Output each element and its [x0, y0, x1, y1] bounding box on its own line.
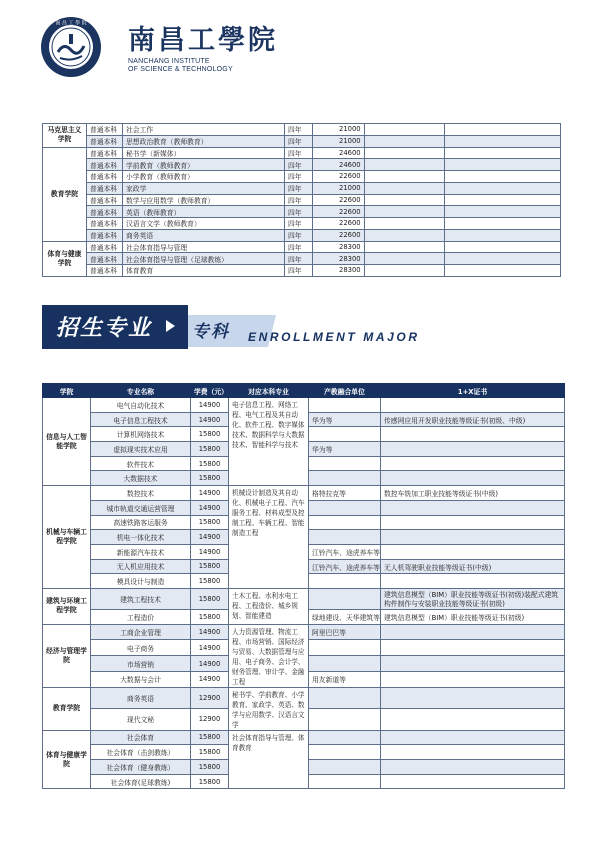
level-cell: 普通本科	[87, 265, 123, 277]
table-row	[43, 687, 565, 709]
major-cell: 工程造价	[91, 609, 191, 624]
major-cell: 城市轨道交通运营管理	[91, 500, 191, 515]
college-cell: 经济与管理学院	[43, 624, 91, 687]
fee-cell: 15800	[191, 559, 229, 574]
major-cell: 无人机应用技术	[91, 559, 191, 574]
school-name-chinese: 南昌工學院	[128, 25, 278, 56]
fee-cell: 28300	[313, 241, 365, 253]
college-cell: 教育学院	[43, 147, 87, 241]
level-cell: 普通本科	[87, 159, 123, 171]
certificate-cell	[381, 671, 565, 687]
certificate-cell	[381, 515, 565, 530]
fee-cell: 24600	[313, 159, 365, 171]
table-row	[43, 588, 565, 609]
table-row	[43, 124, 561, 136]
certificate-cell	[381, 774, 565, 789]
level-cell: 普通本科	[87, 124, 123, 136]
level-cell: 普通本科	[87, 206, 123, 218]
fee-cell: 14900	[191, 412, 229, 427]
major-cell: 市场营销	[91, 656, 191, 672]
level-cell: 普通本科	[87, 218, 123, 230]
major-cell: 电子商务	[91, 640, 191, 656]
table-row	[43, 265, 561, 277]
fee-cell: 22600	[313, 229, 365, 241]
partner-cell: 绿地建设、天华建筑等	[309, 609, 381, 624]
level-cell: 普通本科	[87, 253, 123, 265]
empty-cell	[365, 265, 445, 277]
major-cell: 家政学	[123, 182, 285, 194]
certificate-cell	[381, 730, 565, 745]
empty-cell	[365, 229, 445, 241]
empty-cell	[365, 253, 445, 265]
certificate-cell	[381, 745, 565, 760]
certificate-cell: 传感网应用开发职业技能等级证书(初级、中级)	[381, 412, 565, 427]
fee-cell: 14900	[191, 486, 229, 501]
partner-cell	[309, 730, 381, 745]
fee-cell: 15800	[191, 774, 229, 789]
certificate-cell	[381, 398, 565, 413]
college-cell: 信息与人工智能学院	[43, 398, 91, 486]
college-cell: 教育学院	[43, 687, 91, 730]
level-cell: 普通本科	[87, 135, 123, 147]
table-row	[43, 218, 561, 230]
fee-cell: 14900	[191, 398, 229, 413]
certificate-cell	[381, 624, 565, 640]
table-row	[43, 229, 561, 241]
certificate-cell	[381, 544, 565, 559]
empty-cell	[445, 229, 561, 241]
major-cell: 新能源汽车技术	[91, 544, 191, 559]
certificate-cell	[381, 456, 565, 471]
school-name-english: NANCHANG INSTITUTE OF SCIENCE & TECHNOLOGY	[128, 58, 233, 73]
major-cell: 英语（教师教育）	[123, 206, 285, 218]
fee-cell: 14900	[191, 640, 229, 656]
banner-title: 招生专业	[56, 316, 153, 341]
svg-text:南 昌 工 學 院: 南 昌 工 學 院	[55, 20, 87, 27]
partner-cell	[309, 640, 381, 656]
major-cell: 模具设计与制造	[91, 574, 191, 589]
partner-cell: 阿里巴巴等	[309, 624, 381, 640]
years-cell: 四年	[285, 218, 313, 230]
major-cell: 小学教育（教师教育）	[123, 171, 285, 183]
empty-cell	[365, 218, 445, 230]
partner-cell: 格特拉克等	[309, 486, 381, 501]
years-cell: 四年	[285, 265, 313, 277]
major-cell: 商务英语	[123, 229, 285, 241]
header-bachelor: 对应本科专业	[229, 384, 309, 398]
school-header	[40, 12, 360, 82]
fee-cell: 22600	[313, 218, 365, 230]
empty-cell	[445, 124, 561, 136]
fee-cell: 14900	[191, 656, 229, 672]
partner-cell	[309, 760, 381, 775]
bachelor-majors-cell: 机械设计制造及其自动化、机械电子工程、汽车服务工程、材料成型及控制工程、车辆工程、智能制造工程	[229, 486, 309, 589]
level-cell: 普通本科	[87, 229, 123, 241]
bachelor-majors-cell: 电子信息工程、网络工程、电气工程及其自动化、软件工程、数字媒体技术、数据科学与大数据技术、智能科学与技术	[229, 398, 309, 486]
major-cell: 汉语言文学（教师教育）	[123, 218, 285, 230]
certificate-cell	[381, 687, 565, 709]
empty-cell	[445, 265, 561, 277]
table-row	[43, 194, 561, 206]
major-cell: 电子信息工程技术	[91, 412, 191, 427]
table-row	[43, 147, 561, 159]
major-cell: 商务英语	[91, 687, 191, 709]
empty-cell	[445, 218, 561, 230]
empty-cell	[365, 159, 445, 171]
partner-cell	[309, 745, 381, 760]
partner-cell	[309, 398, 381, 413]
table-row	[43, 253, 561, 265]
partner-cell: 华为等	[309, 412, 381, 427]
table-row	[43, 241, 561, 253]
fee-cell: 15800	[191, 588, 229, 609]
partner-cell	[309, 456, 381, 471]
years-cell: 四年	[285, 229, 313, 241]
partner-cell: 江铃汽车、途虎养车等	[309, 559, 381, 574]
fee-cell: 15800	[191, 574, 229, 589]
major-cell: 体育教育	[123, 265, 285, 277]
fee-cell: 14900	[191, 671, 229, 687]
fee-cell: 28300	[313, 265, 365, 277]
table-header-row	[43, 384, 565, 398]
fee-cell: 21000	[313, 135, 365, 147]
bachelor-majors-cell: 秘书学、学前教育、小学教育、家政学、英语、数学与应用数学、汉语言文学	[229, 687, 309, 730]
header-fee: 学费（元）	[191, 384, 229, 398]
fee-cell: 15800	[191, 427, 229, 442]
major-cell: 工商企业管理	[91, 624, 191, 640]
fee-cell: 24600	[313, 147, 365, 159]
fee-cell: 15800	[191, 609, 229, 624]
bachelor-majors-cell: 社会体育指导与管理、体育教育	[229, 730, 309, 789]
college-cell: 体育与健康学院	[43, 730, 91, 789]
level-cell: 普通本科	[87, 194, 123, 206]
bachelor-majors-cell: 人力资源管理、物流工程、市场营销、国际经济与贸易、大数据管理与应用、电子商务、会计学、财务管理、审计学、金融工程	[229, 624, 309, 687]
major-cell: 机电一体化技术	[91, 530, 191, 545]
empty-cell	[445, 182, 561, 194]
fee-cell: 28300	[313, 253, 365, 265]
major-cell: 数学与应用数学（教师教育）	[123, 194, 285, 206]
fee-cell: 21000	[313, 124, 365, 136]
partner-cell	[309, 574, 381, 589]
partner-cell	[309, 530, 381, 545]
undergraduate-majors-table	[42, 123, 561, 277]
partner-cell	[309, 471, 381, 486]
header-major: 专业名称	[91, 384, 191, 398]
major-cell: 电气自动化技术	[91, 398, 191, 413]
fee-cell: 15800	[191, 456, 229, 471]
years-cell: 四年	[285, 147, 313, 159]
certificate-cell	[381, 427, 565, 442]
play-arrow-icon	[166, 320, 175, 332]
major-cell: 社会体育指导与管理（足球教练）	[123, 253, 285, 265]
table-row	[43, 730, 565, 745]
partner-cell	[309, 774, 381, 789]
years-cell: 四年	[285, 194, 313, 206]
major-cell: 学前教育（教师教育）	[123, 159, 285, 171]
fee-cell: 15800	[191, 471, 229, 486]
certificate-cell: 建筑信息模型（BIM）职业技能等级证书(初级)装配式建筑构件制作与安装职业技能等级证书(初级)	[381, 588, 565, 609]
college-cell: 体育与健康学院	[43, 241, 87, 276]
level-cell: 普通本科	[87, 171, 123, 183]
fee-cell: 15800	[191, 515, 229, 530]
major-cell: 思想政治教育（教师教育）	[123, 135, 285, 147]
major-cell: 数控技术	[91, 486, 191, 501]
certificate-cell	[381, 656, 565, 672]
vocational-majors-table	[42, 383, 565, 789]
major-cell: 社会体育(足球教练)	[91, 774, 191, 789]
section-banner	[42, 305, 562, 349]
years-cell: 四年	[285, 124, 313, 136]
certificate-cell: 无人机驾驶职业技能等级证书(中级)	[381, 559, 565, 574]
years-cell: 四年	[285, 135, 313, 147]
partner-cell	[309, 709, 381, 731]
fee-cell: 15800	[191, 442, 229, 457]
major-cell: 虚拟现实技术应用	[91, 442, 191, 457]
certificate-cell: 建筑信息模型（BIM）职业技能等级证书(初级)	[381, 609, 565, 624]
partner-cell	[309, 656, 381, 672]
level-cell: 普通本科	[87, 147, 123, 159]
partner-cell	[309, 427, 381, 442]
header-partner: 产教融合单位	[309, 384, 381, 398]
major-cell: 现代文秘	[91, 709, 191, 731]
table-row	[43, 206, 561, 218]
empty-cell	[445, 147, 561, 159]
fee-cell: 14900	[191, 500, 229, 515]
fee-cell: 15800	[191, 730, 229, 745]
level-cell: 普通本科	[87, 241, 123, 253]
empty-cell	[445, 159, 561, 171]
empty-cell	[365, 194, 445, 206]
fee-cell: 22600	[313, 206, 365, 218]
major-cell: 大数据与会计	[91, 671, 191, 687]
banner-english-title: ENROLLMENT MAJOR	[248, 330, 420, 344]
empty-cell	[365, 182, 445, 194]
college-cell: 建筑与环境工程学院	[43, 588, 91, 624]
level-cell: 普通本科	[87, 182, 123, 194]
certificate-cell	[381, 530, 565, 545]
fee-cell: 15800	[191, 760, 229, 775]
empty-cell	[365, 135, 445, 147]
empty-cell	[445, 135, 561, 147]
table-row	[43, 135, 561, 147]
major-cell: 社会体育指导与管理	[123, 241, 285, 253]
major-cell: 软件技术	[91, 456, 191, 471]
banner-subtitle: 专科	[192, 322, 230, 342]
partner-cell	[309, 515, 381, 530]
table-row	[43, 624, 565, 640]
major-cell: 建筑工程技术	[91, 588, 191, 609]
table-row	[43, 171, 561, 183]
certificate-cell	[381, 574, 565, 589]
empty-cell	[445, 206, 561, 218]
empty-cell	[365, 124, 445, 136]
years-cell: 四年	[285, 206, 313, 218]
major-cell: 社会体育（健身教练）	[91, 760, 191, 775]
table-row	[43, 159, 561, 171]
header-college: 学院	[43, 384, 91, 398]
years-cell: 四年	[285, 182, 313, 194]
partner-cell	[309, 588, 381, 609]
years-cell: 四年	[285, 171, 313, 183]
major-cell: 大数据技术	[91, 471, 191, 486]
empty-cell	[445, 241, 561, 253]
bachelor-majors-cell: 土木工程、水利水电工程、工程造价、城乡规划、智能建造	[229, 588, 309, 624]
fee-cell: 12900	[191, 687, 229, 709]
empty-cell	[445, 194, 561, 206]
empty-cell	[365, 206, 445, 218]
years-cell: 四年	[285, 159, 313, 171]
fee-cell: 14900	[191, 530, 229, 545]
major-cell: 秘书学（新媒体）	[123, 147, 285, 159]
partner-cell: 用友新道等	[309, 671, 381, 687]
empty-cell	[365, 241, 445, 253]
fee-cell: 14900	[191, 544, 229, 559]
table-row	[43, 182, 561, 194]
empty-cell	[445, 171, 561, 183]
college-cell: 机械与车辆工程学院	[43, 486, 91, 589]
major-cell: 社会工作	[123, 124, 285, 136]
empty-cell	[365, 147, 445, 159]
fee-cell: 21000	[313, 182, 365, 194]
certificate-cell	[381, 471, 565, 486]
years-cell: 四年	[285, 253, 313, 265]
certificate-cell	[381, 500, 565, 515]
fee-cell: 14900	[191, 624, 229, 640]
certificate-cell	[381, 640, 565, 656]
certificate-cell: 数控车铣加工职业技能等级证书(中级)	[381, 486, 565, 501]
fee-cell: 12900	[191, 709, 229, 731]
empty-cell	[445, 253, 561, 265]
header-certificate: 1+X证书	[381, 384, 565, 398]
major-cell: 社会体育	[91, 730, 191, 745]
fee-cell: 22600	[313, 171, 365, 183]
certificate-cell	[381, 442, 565, 457]
major-cell: 高速铁路客运服务	[91, 515, 191, 530]
college-cell: 马克思主义学院	[43, 124, 87, 148]
table-row	[43, 398, 565, 413]
major-cell: 计算机网络技术	[91, 427, 191, 442]
partner-cell: 华为等	[309, 442, 381, 457]
years-cell: 四年	[285, 241, 313, 253]
certificate-cell	[381, 709, 565, 731]
partner-cell	[309, 500, 381, 515]
school-seal-logo	[40, 16, 102, 78]
fee-cell: 15800	[191, 745, 229, 760]
partner-cell	[309, 687, 381, 709]
fee-cell: 22600	[313, 194, 365, 206]
empty-cell	[365, 171, 445, 183]
partner-cell: 江铃汽车、途虎养车等	[309, 544, 381, 559]
table-row	[43, 486, 565, 501]
certificate-cell	[381, 760, 565, 775]
major-cell: 社会体育（击剑教练）	[91, 745, 191, 760]
